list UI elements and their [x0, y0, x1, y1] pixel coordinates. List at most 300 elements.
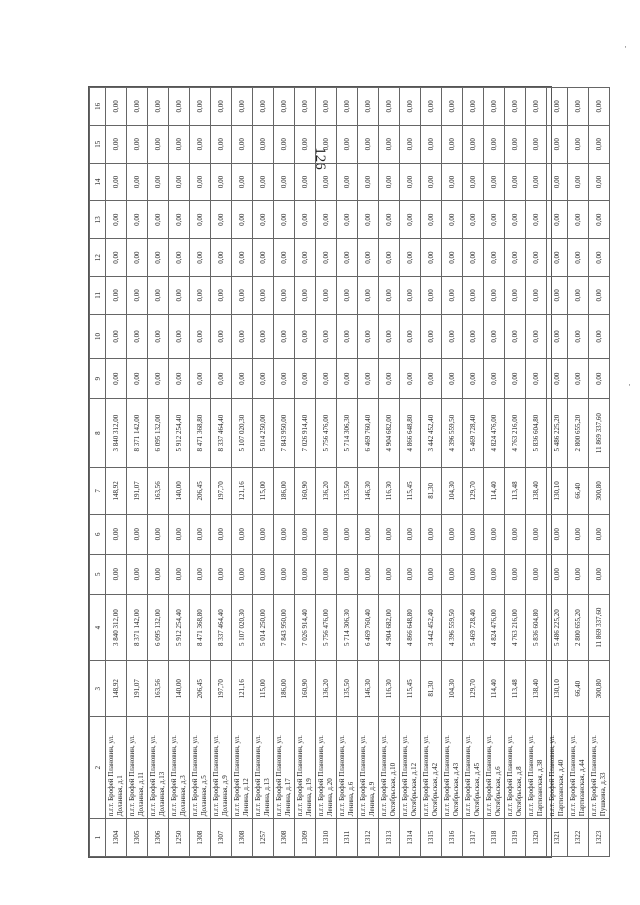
table-cell: 0,00 — [232, 314, 253, 358]
table-cell: 3 442 452,40 — [421, 399, 442, 468]
rotated-table-frame — [88, 86, 607, 858]
table-cell: 0,00 — [253, 314, 274, 358]
table-cell: 191,07 — [127, 661, 148, 717]
address-cell: п.г.т. Брофей Плановин, ул. Доланная, д.1 — [106, 716, 127, 818]
table-cell: 0,00 — [463, 88, 484, 126]
table-cell: 0,00 — [568, 239, 589, 277]
table-cell: 5 469 728,40 — [463, 399, 484, 468]
table-cell: 0,00 — [568, 359, 589, 399]
table-cell: 0,00 — [211, 514, 232, 554]
table-cell: 3 442 452,40 — [421, 594, 442, 661]
table-cell: 114,40 — [484, 468, 505, 515]
table-cell: 0,00 — [316, 514, 337, 554]
margin-mark: · — [624, 42, 627, 52]
table-row — [295, 88, 316, 857]
table-cell: 0,00 — [169, 239, 190, 277]
table-cell: 0,00 — [568, 276, 589, 314]
table-cell: 160,90 — [295, 468, 316, 515]
column-number: 10 — [90, 314, 106, 358]
table-cell: 0,00 — [337, 88, 358, 126]
table-cell: 0,00 — [274, 314, 295, 358]
table-cell: 0,00 — [190, 276, 211, 314]
table-cell: 1309 — [295, 819, 316, 857]
table-cell: 0,00 — [442, 163, 463, 201]
table-cell: 0,00 — [547, 554, 568, 594]
table-cell: 146,30 — [358, 661, 379, 717]
table-cell: 0,00 — [358, 88, 379, 126]
table-cell: 0,00 — [337, 239, 358, 277]
table-cell: 0,00 — [379, 239, 400, 277]
table-cell: 6 469 760,40 — [358, 399, 379, 468]
table-cell: 163,56 — [148, 661, 169, 717]
column-number: 2 — [90, 716, 106, 818]
table-cell: 0,00 — [526, 314, 547, 358]
address-cell: п.г.т. Брофей Плановин, ул. Партизанская, д.38 — [526, 716, 547, 818]
table-cell: 5 836 604,80 — [526, 399, 547, 468]
address-cell: п.г.т. Брофей Плановин, ул. Ленина, д.19 — [295, 716, 316, 818]
table-cell: 0,00 — [190, 314, 211, 358]
table-cell: 135,50 — [337, 661, 358, 717]
table-cell: 0,00 — [232, 276, 253, 314]
table-cell: 186,00 — [274, 661, 295, 717]
table-cell: 0,00 — [400, 88, 421, 126]
table-cell: 0,00 — [442, 201, 463, 239]
table-cell: 0,00 — [442, 125, 463, 163]
table-cell: 0,00 — [295, 314, 316, 358]
table-cell: 0,00 — [484, 314, 505, 358]
table-cell: 4 824 476,00 — [484, 399, 505, 468]
table-cell: 0,00 — [106, 88, 127, 126]
table-cell: 4 904 682,00 — [379, 594, 400, 661]
address-cell: п.г.т. Брофей Плановин, ул. Ленина, д.13 — [253, 716, 274, 818]
table-cell: 5 107 020,30 — [232, 399, 253, 468]
table-cell: 140,00 — [169, 468, 190, 515]
table-cell: 0,00 — [400, 314, 421, 358]
table-cell: 0,00 — [505, 359, 526, 399]
table-cell: 0,00 — [127, 314, 148, 358]
table-cell: 0,00 — [190, 125, 211, 163]
table-cell: 1315 — [421, 819, 442, 857]
table-cell: 0,00 — [337, 201, 358, 239]
address-cell: п.г.т. Брофей Плановин, ул. Ленина, д.17 — [274, 716, 295, 818]
table-cell: 0,00 — [505, 125, 526, 163]
address-cell: п.г.т. Брофей Плановин, ул. Октябрьская, д.42 — [421, 716, 442, 818]
table-cell: 8 471 368,80 — [190, 594, 211, 661]
table-cell: 0,00 — [358, 201, 379, 239]
table-cell: 0,00 — [442, 88, 463, 126]
table-cell: 0,00 — [295, 125, 316, 163]
table-rotator — [89, 87, 607, 857]
table-cell: 0,00 — [316, 276, 337, 314]
table-cell: 0,00 — [589, 514, 610, 554]
table-cell: 5 836 604,80 — [526, 594, 547, 661]
table-cell: 0,00 — [526, 163, 547, 201]
address-cell: п.г.т. Брофей Плановин, ул. Октябрьская, д.45 — [463, 716, 484, 818]
table-row — [253, 88, 274, 857]
table-cell: 0,00 — [421, 514, 442, 554]
table-cell: 1314 — [400, 819, 421, 857]
table-cell: 1308 — [232, 819, 253, 857]
table-cell: 163,56 — [148, 468, 169, 515]
column-number: 11 — [90, 276, 106, 314]
table-cell: 1321 — [547, 819, 568, 857]
table-cell: 1323 — [589, 819, 610, 857]
table-cell: 0,00 — [589, 88, 610, 126]
table-cell: 0,00 — [379, 359, 400, 399]
table-cell: 0,00 — [337, 359, 358, 399]
table-cell: 8 337 464,40 — [211, 594, 232, 661]
table-cell: 0,00 — [379, 163, 400, 201]
table-cell: 0,00 — [148, 314, 169, 358]
table-cell: 0,00 — [463, 359, 484, 399]
table-cell: 0,00 — [253, 163, 274, 201]
table-cell: 0,00 — [463, 514, 484, 554]
table-cell: 0,00 — [232, 201, 253, 239]
table-cell: 1304 — [106, 819, 127, 857]
table-cell: 2 800 655,20 — [568, 399, 589, 468]
table-row — [358, 88, 379, 857]
table-cell: 0,00 — [316, 359, 337, 399]
table-cell: 136,20 — [316, 661, 337, 717]
column-number: 6 — [90, 514, 106, 554]
table-cell: 0,00 — [190, 239, 211, 277]
table-row — [463, 88, 484, 857]
table-cell: 7 843 950,00 — [274, 399, 295, 468]
table-cell: 0,00 — [295, 554, 316, 594]
table-cell: 0,00 — [127, 554, 148, 594]
table-row — [547, 88, 568, 857]
table-cell: 0,00 — [169, 201, 190, 239]
table-cell: 0,00 — [421, 125, 442, 163]
table-cell: 0,00 — [568, 88, 589, 126]
address-cell: п.г.т. Брофей Плановин, ул. Доланная, д.9 — [211, 716, 232, 818]
table-cell: 0,00 — [505, 239, 526, 277]
table-cell: 0,00 — [316, 88, 337, 126]
table-row — [148, 88, 169, 857]
table-cell: 0,00 — [253, 359, 274, 399]
table-cell: 0,00 — [211, 88, 232, 126]
table-cell: 0,00 — [148, 276, 169, 314]
table-cell: 0,00 — [484, 359, 505, 399]
table-cell: 0,00 — [106, 554, 127, 594]
table-cell: 1308 — [274, 819, 295, 857]
column-number: 14 — [90, 163, 106, 201]
table-cell: 0,00 — [253, 239, 274, 277]
table-cell: 4 396 559,50 — [442, 399, 463, 468]
table-cell: 0,00 — [337, 554, 358, 594]
table-cell: 1318 — [484, 819, 505, 857]
table-cell: 104,30 — [442, 661, 463, 717]
table-cell: 206,45 — [190, 468, 211, 515]
table-cell: 0,00 — [127, 276, 148, 314]
table-row — [232, 88, 253, 857]
table-cell: 0,00 — [442, 314, 463, 358]
table-cell: 0,00 — [190, 201, 211, 239]
table-row — [127, 88, 148, 857]
table-cell: 0,00 — [568, 163, 589, 201]
table-row — [526, 88, 547, 857]
table-cell: 0,00 — [526, 88, 547, 126]
table-cell: 0,00 — [505, 201, 526, 239]
table-cell: 0,00 — [400, 125, 421, 163]
table-cell: 0,00 — [106, 163, 127, 201]
table-cell: 0,00 — [400, 239, 421, 277]
table-cell: 0,00 — [463, 314, 484, 358]
address-cell: п.г.т. Брофей Плановин, ул. Ленина, д.9 — [358, 716, 379, 818]
table-cell: 0,00 — [526, 276, 547, 314]
table-cell: 0,00 — [442, 359, 463, 399]
table-cell: 113,48 — [505, 661, 526, 717]
address-cell: п.г.т. Брофей Плановин, ул. Октябрьская, д.8 — [505, 716, 526, 818]
table-cell: 5 014 250,00 — [253, 399, 274, 468]
table-cell: 130,10 — [547, 468, 568, 515]
table-cell: 0,00 — [316, 314, 337, 358]
table-cell: 0,00 — [295, 88, 316, 126]
table-cell: 0,00 — [358, 125, 379, 163]
table-cell: 0,00 — [295, 163, 316, 201]
column-number: 13 — [90, 201, 106, 239]
table-cell: 6 095 132,00 — [148, 594, 169, 661]
table-cell: 0,00 — [169, 88, 190, 126]
table-cell: 4 866 648,80 — [400, 399, 421, 468]
table-cell: 11 869 337,60 — [589, 594, 610, 661]
table-row — [190, 88, 211, 857]
table-cell: 1308 — [190, 819, 211, 857]
table-cell: 0,00 — [379, 314, 400, 358]
table-cell: 0,00 — [379, 514, 400, 554]
table-cell: 300,80 — [589, 661, 610, 717]
table-cell: 0,00 — [211, 314, 232, 358]
table-cell: 0,00 — [526, 125, 547, 163]
table-cell: 0,00 — [463, 276, 484, 314]
table-cell: 4 763 216,00 — [505, 399, 526, 468]
column-number: 4 — [90, 594, 106, 661]
table-cell: 135,50 — [337, 468, 358, 515]
table-cell: 146,30 — [358, 468, 379, 515]
table-cell: 0,00 — [358, 554, 379, 594]
table-cell: 0,00 — [190, 163, 211, 201]
table-cell: 121,16 — [232, 468, 253, 515]
table-cell: 0,00 — [127, 239, 148, 277]
table-cell: 0,00 — [337, 125, 358, 163]
table-cell: 11 869 337,60 — [589, 399, 610, 468]
table-cell: 0,00 — [211, 276, 232, 314]
table-cell: 0,00 — [526, 239, 547, 277]
table-cell: 0,00 — [484, 239, 505, 277]
table-cell: 186,00 — [274, 468, 295, 515]
table-cell: 0,00 — [232, 514, 253, 554]
table-cell: 4 904 682,00 — [379, 399, 400, 468]
column-number: 8 — [90, 399, 106, 468]
table-cell: 0,00 — [253, 88, 274, 126]
table-cell: 115,00 — [253, 661, 274, 717]
table-cell: 0,00 — [589, 359, 610, 399]
table-cell: 0,00 — [547, 88, 568, 126]
table-cell: 129,70 — [463, 661, 484, 717]
table-cell: 0,00 — [106, 514, 127, 554]
table-cell: 0,00 — [589, 314, 610, 358]
table-cell: 0,00 — [253, 201, 274, 239]
table-cell: 0,00 — [148, 359, 169, 399]
table-cell: 0,00 — [379, 125, 400, 163]
table-cell: 0,00 — [442, 276, 463, 314]
table-cell: 2 800 655,20 — [568, 594, 589, 661]
table-cell: 115,45 — [400, 661, 421, 717]
table-row — [169, 88, 190, 857]
table-cell: 0,00 — [274, 554, 295, 594]
table-cell: 0,00 — [316, 239, 337, 277]
table-cell: 0,00 — [421, 239, 442, 277]
table-cell: 8 471 368,80 — [190, 399, 211, 468]
table-cell: 0,00 — [358, 514, 379, 554]
table-cell: 5 107 020,30 — [232, 594, 253, 661]
table-cell: 5 714 306,30 — [337, 594, 358, 661]
table-cell: 0,00 — [484, 163, 505, 201]
table-cell: 0,00 — [232, 239, 253, 277]
table-cell: 0,00 — [295, 514, 316, 554]
table-cell: 0,00 — [316, 201, 337, 239]
table-cell: 1320 — [526, 819, 547, 857]
table-cell: 0,00 — [568, 314, 589, 358]
table-cell: 0,00 — [211, 163, 232, 201]
table-cell: 0,00 — [379, 554, 400, 594]
table-cell: 0,00 — [463, 239, 484, 277]
table-cell: 0,00 — [568, 201, 589, 239]
margin-mark: · — [628, 380, 631, 390]
column-number: 9 — [90, 359, 106, 399]
table-cell: 0,00 — [169, 554, 190, 594]
table-cell: 8 371 142,00 — [127, 594, 148, 661]
table-cell: 138,40 — [526, 468, 547, 515]
table-cell: 0,00 — [316, 125, 337, 163]
table-cell: 116,30 — [379, 661, 400, 717]
table-cell: 1311 — [337, 819, 358, 857]
table-cell: 3 840 312,00 — [106, 594, 127, 661]
table-cell: 0,00 — [274, 201, 295, 239]
table-cell: 0,00 — [274, 276, 295, 314]
table-row — [106, 88, 127, 857]
table-cell: 0,00 — [127, 88, 148, 126]
table-row — [505, 88, 526, 857]
table-cell: 0,00 — [379, 276, 400, 314]
table-cell: 6 095 132,00 — [148, 399, 169, 468]
table-cell: 5 486 225,20 — [547, 399, 568, 468]
table-cell: 1250 — [169, 819, 190, 857]
table-cell: 0,00 — [295, 239, 316, 277]
table-cell: 0,00 — [358, 314, 379, 358]
table-cell: 0,00 — [400, 201, 421, 239]
table-cell: 0,00 — [379, 201, 400, 239]
table-cell: 5 756 476,00 — [316, 594, 337, 661]
table-cell: 0,00 — [106, 239, 127, 277]
table-cell: 0,00 — [505, 554, 526, 594]
table-cell: 81,30 — [421, 661, 442, 717]
table-cell: 115,45 — [400, 468, 421, 515]
table-cell: 0,00 — [232, 554, 253, 594]
table-cell: 0,00 — [337, 276, 358, 314]
table-cell: 0,00 — [358, 239, 379, 277]
column-number: 7 — [90, 468, 106, 515]
table-cell: 0,00 — [190, 88, 211, 126]
table-cell: 140,00 — [169, 661, 190, 717]
table-cell: 1305 — [127, 819, 148, 857]
table-cell: 0,00 — [421, 314, 442, 358]
table-cell: 0,00 — [295, 359, 316, 399]
table-cell: 0,00 — [526, 201, 547, 239]
address-cell: п.г.т. Брофей Плановин, ул. Доланная, д.3 — [169, 716, 190, 818]
table-cell: 0,00 — [484, 276, 505, 314]
table-cell: 0,00 — [505, 314, 526, 358]
table-cell: 0,00 — [253, 554, 274, 594]
table-cell: 0,00 — [190, 554, 211, 594]
address-cell: п.г.т. Брофей Плановин, ул. Партизанская, д.40 — [547, 716, 568, 818]
table-cell: 0,00 — [169, 314, 190, 358]
table-cell: 0,00 — [106, 276, 127, 314]
table-row — [316, 88, 337, 857]
table-cell: 191,07 — [127, 468, 148, 515]
table-cell: 5 912 254,40 — [169, 399, 190, 468]
table-cell: 1322 — [568, 819, 589, 857]
table-cell: 0,00 — [274, 239, 295, 277]
table-row — [274, 88, 295, 857]
table-cell: 0,00 — [526, 514, 547, 554]
table-row — [400, 88, 421, 857]
table-cell: 0,00 — [127, 163, 148, 201]
table-cell: 81,30 — [421, 468, 442, 515]
table-cell: 4 763 216,00 — [505, 594, 526, 661]
table-cell: 0,00 — [274, 125, 295, 163]
table-cell: 148,92 — [106, 468, 127, 515]
table-cell: 0,00 — [589, 554, 610, 594]
table-cell: 0,00 — [211, 239, 232, 277]
table-cell: 1319 — [505, 819, 526, 857]
address-cell: п.г.т. Брофей Плановин, ул. Октябрьская, д.10 — [379, 716, 400, 818]
table-cell: 0,00 — [505, 163, 526, 201]
table-row — [568, 88, 589, 857]
table-cell: 138,40 — [526, 661, 547, 717]
table-cell: 0,00 — [589, 163, 610, 201]
table-cell: 0,00 — [127, 201, 148, 239]
address-cell: п.г.т. Брофей Плановин, ул. Октябрьская, д.6 — [484, 716, 505, 818]
column-number: 5 — [90, 554, 106, 594]
column-number: 1 — [90, 819, 106, 857]
table-row — [379, 88, 400, 857]
address-cell: п.г.т. Брофей Плановин, ул. Партизанская, д.44 — [568, 716, 589, 818]
table-row — [337, 88, 358, 857]
column-number: 15 — [90, 125, 106, 163]
table-cell: 7 026 914,40 — [295, 399, 316, 468]
table-cell: 113,48 — [505, 468, 526, 515]
address-cell: п.г.т. Брофей Плановин, ул. Ленина, д.6 — [337, 716, 358, 818]
table-cell: 0,00 — [547, 201, 568, 239]
table-row — [421, 88, 442, 857]
table-cell: 66,40 — [568, 468, 589, 515]
table-cell: 0,00 — [211, 125, 232, 163]
table-cell: 0,00 — [484, 201, 505, 239]
table-cell: 0,00 — [547, 125, 568, 163]
table-cell: 6 469 760,40 — [358, 594, 379, 661]
table-cell: 0,00 — [169, 359, 190, 399]
table-cell: 114,40 — [484, 661, 505, 717]
address-cell: п.г.т. Брофей Плановин, ул. Доланная, д.11 — [127, 716, 148, 818]
table-cell: 0,00 — [190, 514, 211, 554]
table-cell: 0,00 — [589, 201, 610, 239]
column-number: 12 — [90, 239, 106, 277]
table-cell: 0,00 — [316, 163, 337, 201]
table-cell: 0,00 — [442, 554, 463, 594]
table-cell: 0,00 — [442, 239, 463, 277]
table-cell: 1312 — [358, 819, 379, 857]
